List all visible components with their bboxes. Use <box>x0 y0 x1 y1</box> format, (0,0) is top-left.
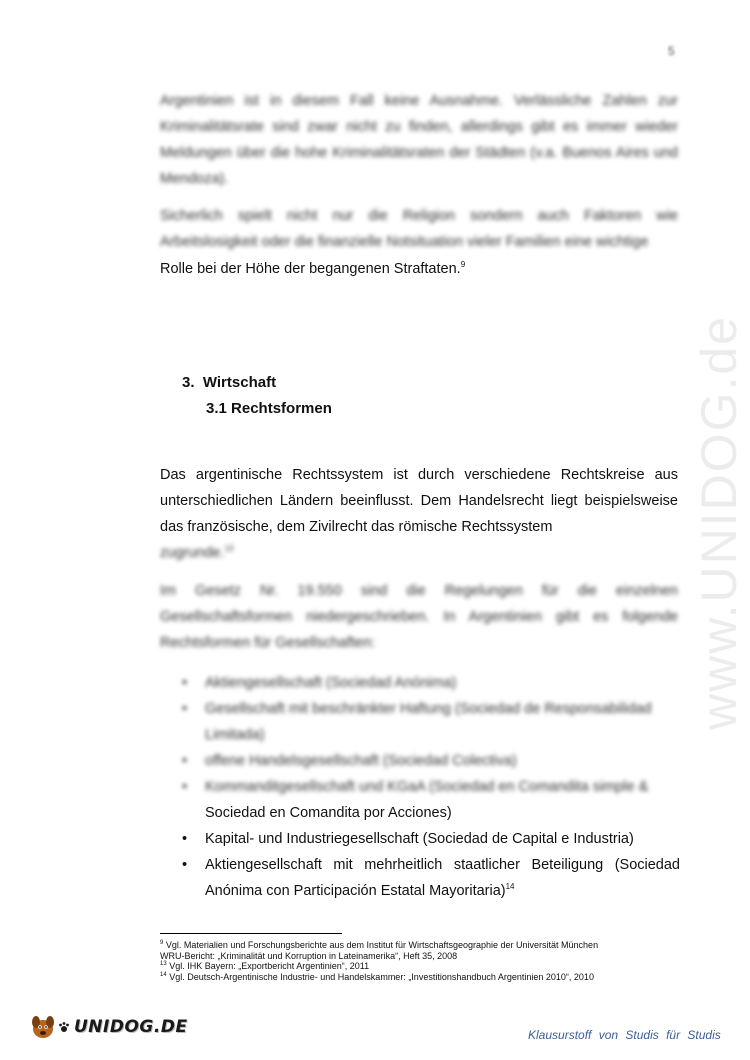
bullet-icon: • <box>182 779 188 795</box>
list-item-text: Sociedad en Comandita por Acciones) <box>205 805 452 821</box>
footnote <box>160 951 680 962</box>
paragraph-3-end <box>160 540 678 566</box>
bullet-icon: • <box>182 857 188 873</box>
list-item-text: Kapital- und Industriegesellschaft (Sociedad de Capital e Industria) <box>205 831 634 847</box>
watermark: www.UNIDOG.de <box>691 315 747 730</box>
paragraph-3: Das argentinische Rechtssystem ist durch verschiedene Rechtskreise aus unterschiedlichen Ländern beeinflusst. Dem Handelsrecht liegt beispielsweise das französische, dem Zivilrecht das römische Rechtssystem <box>160 467 678 535</box>
list-item <box>160 670 680 696</box>
list-item-text: Aktiengesellschaft (Sociedad Anónima) <box>205 675 457 691</box>
paw-icon <box>58 1021 70 1033</box>
paragraph-2-visible <box>160 256 678 282</box>
paragraph-4: Im Gesetz Nr. 19.550 sind die Regelungen für die einzelnen Gesellschaftsformen niedergeschrieben. In Argentinien gibt es folgende Rechtsformen für Gesellschaften: <box>160 583 678 651</box>
footnote <box>160 961 680 972</box>
footnote <box>160 972 680 983</box>
section-heading <box>182 374 276 391</box>
logo-text: UNIDOG.DE <box>74 1017 188 1037</box>
footnote-text: Vgl. IHK Bayern: „Exportbericht Argentinien“, 2011 <box>169 961 370 971</box>
list-item-text: Gesellschaft mit beschränkter Haftung (Sociedad de Responsabilidad Limitada) <box>205 701 652 743</box>
list-item-text: Aktiengesellschaft mit mehrheitlich staatlicher Beteiligung (Sociedad Anónima con Participación Estatal Mayoritaria) <box>205 857 680 899</box>
footnote-text: Vgl. Deutsch-Argentinische Industrie- und Handelskammer: „Investitionshandbuch Argentinien 2010“, 2010 <box>169 971 594 982</box>
list-item <box>160 748 680 774</box>
legal-forms-list <box>160 670 680 904</box>
footnote <box>160 940 680 951</box>
list-item-text: offene Handelsgesellschaft (Sociedad Colectiva) <box>205 753 517 769</box>
page-number: 5 <box>668 44 675 58</box>
list-item <box>160 826 680 852</box>
bullet-icon: • <box>182 753 188 769</box>
footnote-ref-14: 14 <box>505 882 515 892</box>
footnote-ref-13: 13 <box>224 544 234 554</box>
footnote-text: WRU-Bericht: „Kriminalität und Korruption in Lateinamerika“, Heft 35, 2008 <box>160 950 458 961</box>
subsection-heading: 3.1 Rechtsformen <box>206 400 332 417</box>
footnote-ref-9: 9 <box>460 260 466 270</box>
list-item <box>160 774 680 800</box>
footnote-divider <box>160 933 342 934</box>
footnote-number: 9 <box>160 940 164 946</box>
unidog-logo <box>28 1012 188 1042</box>
paragraph-1: Argentinien ist in diesem Fall keine Ausnahme. Verlässliche Zahlen zur Kriminalitätsrate sind zwar nicht zu finden, allerdings gibt es immer wieder Meldungen über die hohe Kriminalitätsraten der Städten (v.a. Buenos Aires und Mendoza). <box>160 93 678 187</box>
dog-icon <box>28 1012 58 1042</box>
bullet-icon: • <box>182 675 188 691</box>
bullet-icon: • <box>182 831 188 847</box>
section-title: Wirtschaft <box>202 374 277 391</box>
footnotes <box>160 940 680 982</box>
footnote-number: 13 <box>160 961 167 967</box>
list-item <box>160 696 680 748</box>
list-item-continuation <box>160 800 680 826</box>
section-number: 3. <box>182 374 195 391</box>
footnote-text: Vgl. Materialien und Forschungsberichte aus dem Institut für Wirtschaftsgeographie der Universität München <box>165 940 599 950</box>
footnote-number: 14 <box>160 971 167 978</box>
list-item-text: Kommanditgesellschaft und KGaA (Sociedad en Comandita simple & <box>205 779 649 795</box>
footer-tagline: Klausurstoff von Studis für Studis <box>528 1028 721 1042</box>
paragraph-2-text: Rolle bei der Höhe der begangenen Straftaten. <box>160 261 461 277</box>
list-item <box>160 852 680 904</box>
paragraph-3-blurred-text: zugrunde. <box>160 545 225 561</box>
bullet-icon: • <box>182 701 188 717</box>
paragraph-2-blurred: Sicherlich spielt nicht nur die Religion sondern auch Faktoren wie Arbeitslosigkeit oder die finanzielle Notsituation vieler Familien eine wichtige <box>160 208 678 250</box>
